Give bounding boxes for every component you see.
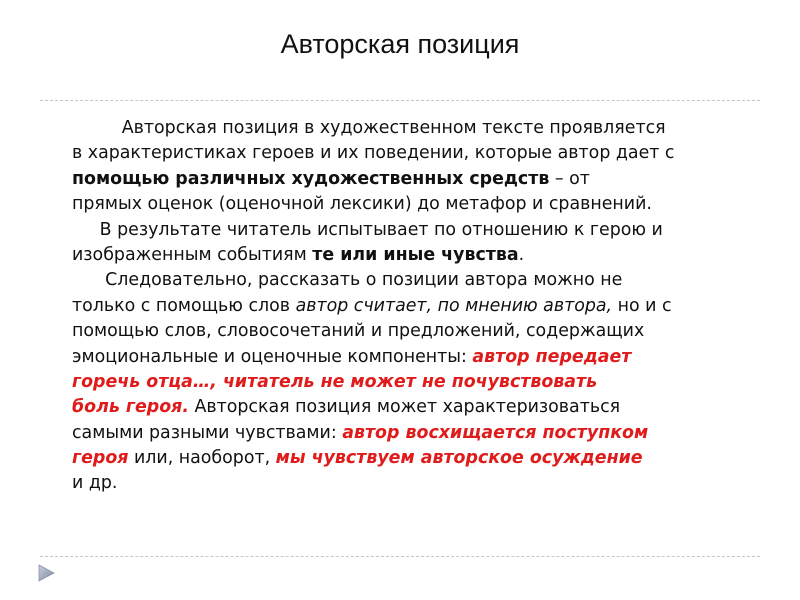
paragraph-1	[72, 116, 748, 218]
text-line	[72, 370, 748, 395]
text-line	[72, 243, 748, 268]
text-segment: и др.	[72, 473, 118, 494]
text-line	[72, 141, 748, 166]
text-line	[72, 395, 748, 420]
emphasis-text: автор передает	[472, 346, 632, 367]
slide-title: Авторская позиция	[280, 29, 520, 59]
italic-text: автор считает, по мнению автора,	[295, 295, 613, 316]
text-segment: .	[518, 244, 525, 265]
text-segment: помощью слов, словосочетаний и предложений, содержащих	[72, 321, 645, 342]
bottom-divider	[40, 556, 760, 557]
text-segment: в характеристиках героев и их поведении, которые автор дает с	[72, 143, 675, 164]
text-line	[72, 268, 748, 293]
text-segment: Авторская позиция может характеризоваться	[188, 397, 621, 418]
text-segment: В результате читатель испытывает по отношению к герою и	[72, 219, 663, 240]
text-segment: Следовательно, рассказать о позиции автора можно не	[72, 270, 623, 291]
emphasis-text: героя	[72, 448, 129, 469]
text-segment: только с помощью слов	[72, 295, 296, 316]
bold-text: те или иные чувства	[312, 244, 519, 265]
text-segment: но и с	[612, 295, 672, 316]
text-line	[72, 446, 748, 471]
text-line	[72, 471, 748, 496]
triangle-right-icon[interactable]	[35, 562, 57, 584]
emphasis-text: горечь отца…, читатель не может не почувствовать	[72, 371, 598, 392]
text-segment: или, наоборот,	[128, 448, 276, 469]
emphasis-text: автор восхищается поступком	[342, 422, 649, 443]
emphasis-text: боль героя.	[72, 397, 189, 418]
text-line	[72, 319, 748, 344]
top-divider	[40, 100, 760, 101]
paragraph-2	[72, 218, 748, 269]
text-segment: – от	[549, 168, 590, 189]
text-line	[72, 192, 748, 217]
slide-body	[72, 116, 748, 497]
text-line	[72, 218, 748, 243]
text-line	[72, 294, 748, 319]
text-segment: Авторская позиция в художественном тексте проявляется	[72, 118, 666, 138]
text-line	[72, 421, 748, 446]
text-segment: изображенным событиям	[72, 244, 313, 265]
text-line	[72, 345, 748, 370]
paragraph-3	[72, 268, 748, 497]
emphasis-text: мы чувствуем авторское осуждение	[275, 448, 643, 469]
text-line	[72, 116, 748, 141]
text-segment: прямых оценок (оценочной лексики) до метафор и сравнений.	[72, 194, 652, 215]
text-segment: эмоциональные и оценочные компоненты:	[72, 346, 473, 367]
text-segment: самыми разными чувствами:	[72, 422, 343, 443]
text-line	[72, 167, 748, 192]
bold-text: помощью различных художественных средств	[72, 168, 550, 189]
